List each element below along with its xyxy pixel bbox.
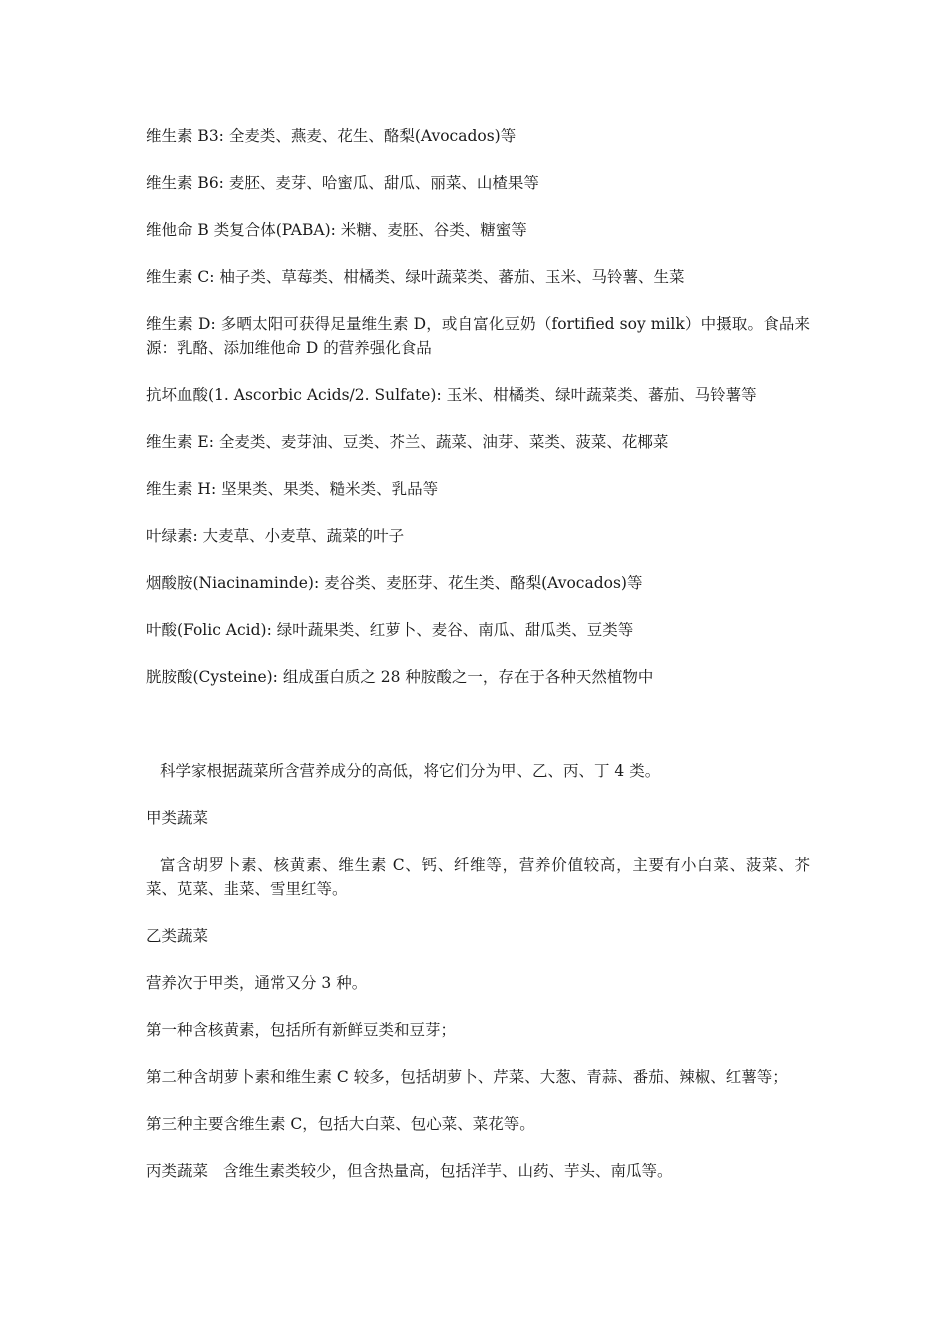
section-gap bbox=[146, 712, 810, 759]
class-b-type-1: 第一种含核黄素，包括所有新鲜豆类和豆芽； bbox=[146, 1021, 457, 1039]
chlorophyll-line: 叶绿素: 大麦草、小麦草、蔬菜的叶子 bbox=[146, 527, 405, 545]
class-b-text: 营养次于甲类，通常又分 3 种。 bbox=[146, 974, 368, 992]
classification-intro: 科学家根据蔬菜所含营养成分的高低，将它们分为甲、乙、丙、丁 4 类。 bbox=[160, 762, 661, 780]
vitamin-d-line: 维生素 D: 多晒太阳可获得足量维生素 D，或自富化豆奶（fortified soy milk）中摄取。食品来源：乳酪、添加维他命 D 的营养强化食品 bbox=[146, 315, 810, 357]
folic-acid-line: 叶酸(Folic Acid): 绿叶蔬果类、红萝卜、麦谷、南瓜、甜瓜类、豆类等 bbox=[146, 621, 634, 639]
vitamin-e-line: 维生素 E: 全麦类、麦芽油、豆类、芥兰、蔬菜、油芽、菜类、菠菜、花椰菜 bbox=[146, 433, 669, 451]
class-b-title: 乙类蔬菜 bbox=[146, 927, 209, 945]
vitamin-b6-line: 维生素 B6: 麦胚、麦芽、哈蜜瓜、甜瓜、丽菜、山楂果等 bbox=[146, 174, 539, 192]
class-b-type-3: 第三种主要含维生素 C，包括大白菜、包心菜、菜花等。 bbox=[146, 1115, 535, 1133]
vitamin-b3-line: 维生素 B3: 全麦类、燕麦、花生、酪梨(Avocados)等 bbox=[146, 127, 517, 145]
vitamin-c-line: 维生素 C: 柚子类、草莓类、柑橘类、绿叶蔬菜类、蕃茄、玉米、马铃薯、生菜 bbox=[146, 268, 685, 286]
vitamin-b-complex-line: 维他命 B 类复合体(PABA): 米糖、麦胚、谷类、糖蜜等 bbox=[146, 221, 527, 239]
niacinamide-line: 烟酸胺(Niacinaminde): 麦谷类、麦胚芽、花生类、酪梨(Avocados)等 bbox=[146, 574, 643, 592]
class-c-text: 含维生素类较少，但含热量高，包括洋芋、山药、芋头、南瓜等。 bbox=[223, 1162, 673, 1180]
class-a-title: 甲类蔬菜 bbox=[146, 809, 209, 827]
cysteine-line: 胱胺酸(Cysteine): 组成蛋白质之 28 种胺酸之一，存在于各种天然植物中 bbox=[146, 668, 654, 686]
class-c-paragraph bbox=[146, 1159, 810, 1183]
ascorbic-acid-line: 抗坏血酸(1. Ascorbic Acids/2. Sulfate): 玉米、柑橘类、绿叶蔬菜类、蕃茄、马铃薯等 bbox=[146, 386, 757, 404]
class-b-type-2: 第二种含胡萝卜素和维生素 C 较多，包括胡萝卜、芹菜、大葱、青蒜、番茄、辣椒、红薯等； bbox=[146, 1068, 788, 1086]
class-c-title: 丙类蔬菜 bbox=[146, 1162, 209, 1180]
document-page bbox=[146, 124, 810, 1206]
vitamin-h-line: 维生素 H: 坚果类、果类、糙米类、乳品等 bbox=[146, 480, 439, 498]
class-a-text: 富含胡罗卜素、核黄素、维生素 C、钙、纤维等，营养价值较高，主要有小白菜、菠菜、芥菜、苋菜、韭菜、雪里红等。 bbox=[146, 856, 810, 898]
